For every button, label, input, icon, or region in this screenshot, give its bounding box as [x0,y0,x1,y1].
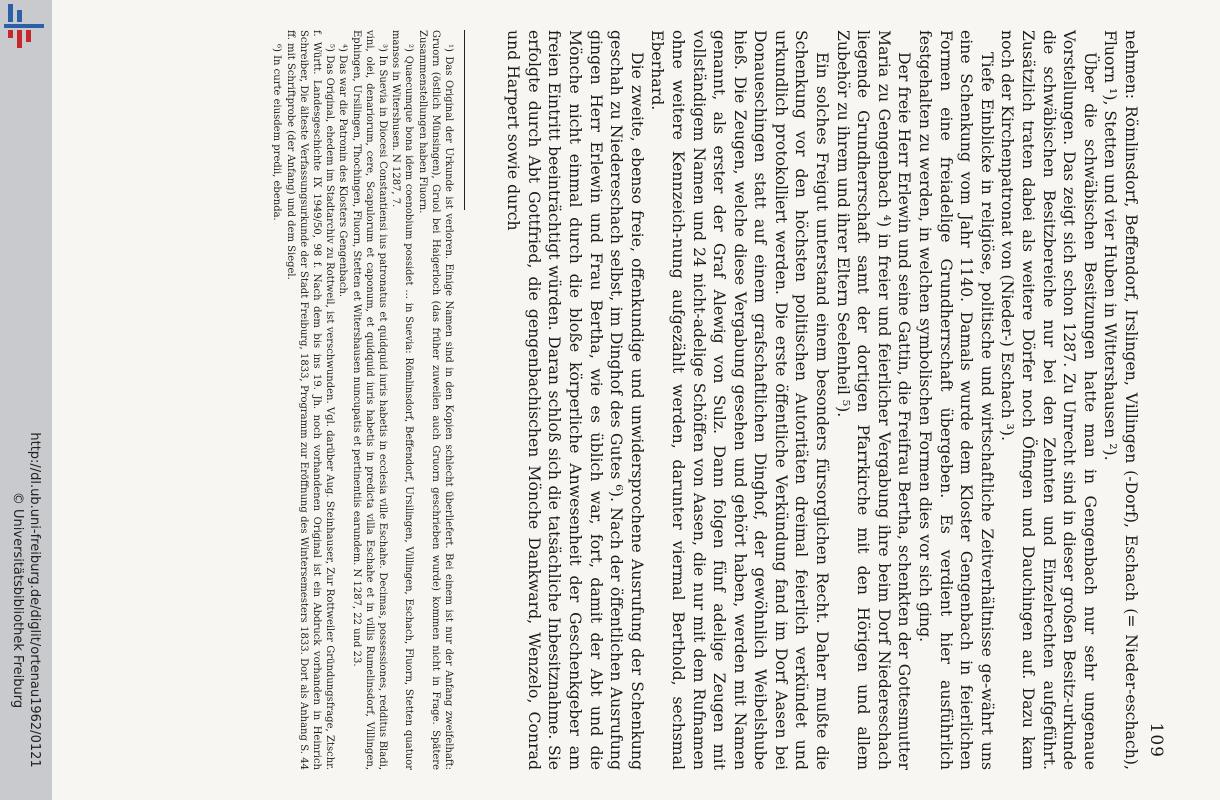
paragraph: Über die schwäbischen Besitzungen hatte man in Gengenbach nur sehr ungenaue Vorstellungen. Das zeigt sich schon 1287. Zu Unrecht sind in dieser großen Besitz-urkunde die schwäbischen Besitzbereiche nur bei den Zehnten und Einzelrechten aufgeführt. Zusätzlich traten dabei als weitere Dörfer noch Öfingen und Dauchingen auf. Dazu kam noch der Kirchenpatronat von (Nieder-) Eschach ³). [998,30,1100,770]
page-url[interactable]: http://dl.ub.uni-freiburg.de/diglit/ortenau1962/0121 [27,432,42,768]
paragraph: Ein solches Freigut unterstand einem besonders fürsorglichen Recht. Daher mußte die Schenkung vor den höchsten politischen Autoritäten dreimal feierlich verkündet und urkundlich protokolliert werden. Die erste öffentliche Verkündung fand im Dorf Aasen bei Donaueschingen statt auf einem grafschaftlichen Dinghof, der gewöhnlich Weibelshube hieß. Die Zeugen, welche diese Vergabung gesehen und gehört haben, werden mit Namen genannt, als erster der Graf Alewig von Sulz. Dann folgen fünf adelige Zeugen mit vollständigem Namen und 24 nicht-adelige Schöffen von Aasen, die nur mit dem Rufnamen ohne weitere Kennzeich-nung aufgezählt werden, darunter viermal Berthold, sechsmal Eberhard. [648,30,833,770]
copyright-notice: © Universitätsbibliothek Freiburg [10,491,25,709]
viewer-sidebar [0,0,52,800]
page-number: 109 [1146,722,1166,758]
page-content [91,20,1181,780]
footnote: ⁵) Das Original, ehedem im Stadtarchiv zu Rottweil, ist verschwunden. Vgl. darüber Aug. Steinhauser, Zur Rottweiler Gründungsfrage, Ztschr. f. Württ. Landesgeschichte IX 1949/50, 98 f. Nach dem bis ins 19. Jh. noch vorhandenen Original ist ein Abdruck vorhanden in Heinrich Schreiber, Die älteste Verfassungsurkunde der Stadt Freiburg, 1833, Programm zur Eröffnung des Wintersemesters 1833. Dort als Anhang S. 44 ff. mit Schriftprobe (der Anfang) und dem Siegel. [284,30,336,770]
footnote: ¹) Das Original der Urkunde ist verloren. Einige Namen sind in den Kopien schlecht überliefert. Bei einem ist nur der Anfang zweifelhaft: Gruorn (östlich Münsingen), Gruol bei Haigerloch (das früher zuweilen auch Gruorn geschrieben wurde) kommen nicht in Frage. Spätere Zusammenstellungen haben Fluorn. [416,30,454,770]
footnote: ⁶) In curte eiusdem predii, ebenda. [271,44,283,221]
footnotes [270,30,455,770]
scanned-page [52,0,1220,800]
paragraph: Der freie Herr Erlewin und seine Gattin, die Freifrau Bertha, schenkten der Gottesmutter Maria zu Gengenbach ⁴) in freier und feierlicher Vergabung ihre beim Dorf Niedereschach liegende Grundherrschaft samt der dortigen Pfarrkirche mit den Hörigen und allem Zubehör zu ihrem und ihrer Eltern Seelenheil ⁵). [833,30,915,770]
paragraph: nehmen: Römlinsdorf, Beffendorf, Irslingen, Villingen (-Dorf), Eschach (= Nieder-eschach), Fluorn ¹), Stetten und vier Huben in Wittershausen ²). [1101,30,1141,770]
footnote: ²) Quaecumque bona idem coenobium possidet ... in Suevia: Römlinsdorf, Beffendorf, Ursilingen, Villingen, Eschach, Fluorn, Stetten quatuor mansos in Witershusen. N 1287, 7. [390,30,415,770]
body-text [503,30,1141,770]
footnote-divider [464,30,465,210]
footnote: ³) In Suevia in Diocesi Constantiensi ius patronatus et quidquid iuris habetis in ecclesia ville Eschahe. Decimas, possessiones, redditus Bladi, vini, olei, denariorum, cere, Scapulorum et caponum, et quidquid iuris habetis in predicta villa Eschahe et in villis Rumelinsdorf, Villingen, Ephingen, Ursilingen, Thochingen, Fluorn, Stetten et Witershausen nuncupatis et pertinentiis earundem. N 1287, 22 und 23. [350,30,388,770]
vertical-label [0,0,52,800]
paragraph: Tiefe Einblicke in religiöse, politische und wirtschaftliche Zeitverhältnisse ge-währt uns eine Schenkung vom Jahr 1140. Damals wurde dem Kloster Gengenbach in feierlichen Formen eine freiadelige Grundherrschaft übergeben. Es verdient hier ausführlich festgehalten zu werden, in welchen symbolischen Formen dies vor sich ging. [916,30,997,770]
footnote: ⁴) Das war die Patronin des Klosters Gengenbach. [337,44,349,298]
paragraph: Die zweite, ebenso freie, offenkundige und unwidersprochene Ausrufung der Schenkung geschah zu Niedereschach selbst, im Dinghof des Gutes ⁶). Nach der öffentlichen Ausrufung gingen Herr Erlewin und Frau Bertha, wie es üblich war, fort, damit der Abt und die Mönche nicht einmal durch die bloße körperliche Anwesenheit der Geschenkgeber am freien Eintritt beeinträchtigt würden. Daran schloß sich die tatsächliche Inbesitznahme. Sie erfolgte durch Abt Gottfried, die gengenbachischen Mönche Dankward, Wenzelo, Conrad und Harpert sowie durch [504,30,647,770]
